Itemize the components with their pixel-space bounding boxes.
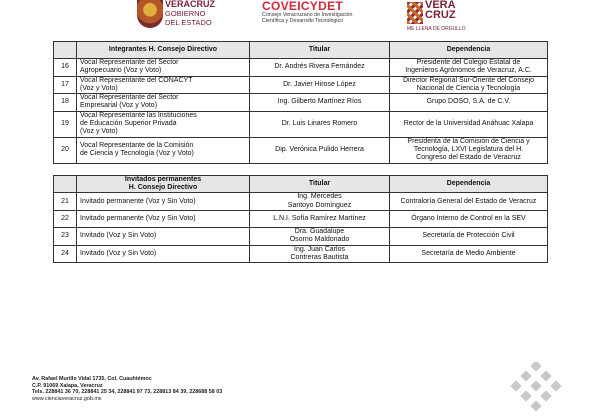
cell-line: Órgano Interno de Control en la SEV (411, 214, 526, 222)
header-dependencia: Dependencia (390, 175, 548, 193)
cell-line: Rector de la Universidad Anáhuac Xalapa (403, 120, 534, 128)
footer-address (32, 376, 222, 402)
coveicydet-sub: Consejo Veracruzano de Investigación (262, 12, 353, 18)
cell-line: Invitado permanente (Voz y Sin Voto) (80, 197, 196, 205)
cell-integrante (77, 94, 250, 112)
cell-line: Dr. Javier Hirose López (283, 80, 356, 88)
table-gap (54, 163, 548, 175)
coveicydet-brand: COVEICYDET (262, 0, 344, 13)
cell-line: Dr. Luis Linares Romero (281, 120, 358, 128)
cell-integrante (77, 210, 250, 227)
header-titular: Titular (250, 42, 390, 59)
header-integrantes: Integrantes H. Consejo Directivo (77, 42, 250, 59)
header-invitados (77, 175, 250, 193)
cell-line: de Educación Superior Privada (80, 120, 177, 128)
gobierno-veracruz-logo (165, 0, 229, 27)
cell-line: Director Regional Sur-Oriente del Consejo (402, 76, 535, 84)
cell-line: Vocal Representante de la Comisión (80, 141, 194, 149)
footer-address-line: C.P. 91069 Xalapa, Veracruz (32, 382, 103, 389)
cell-line: Vocal Representante del Sector (80, 59, 179, 66)
cell-integrante (77, 193, 250, 211)
cell-line: Presidenta de la Comisión de Ciencia y (407, 137, 530, 145)
brand-word-1: VERA (425, 0, 456, 11)
table-row (54, 76, 548, 94)
cell-line: Nacional de Ciencia y Tecnología (416, 84, 521, 92)
gap-cell (54, 163, 548, 175)
brand-tagline: ME LLENA DE ORGULLO (407, 26, 466, 32)
header-num (54, 42, 77, 59)
gov-logo-line: VERACRUZ (165, 0, 216, 9)
cell-line: Secretaría de Protección Civil (422, 232, 515, 240)
table-header-row (54, 175, 548, 193)
cell-line: Contreras Bautista (290, 253, 349, 261)
cell-dependencia (390, 59, 548, 77)
footer-website[interactable]: www.cienciaveracruz.gob.mx (32, 395, 102, 402)
gov-logo-line: GOBIERNO (165, 9, 206, 18)
footer-address-line: Av. Rafael Murillo Vidal 1735, Col. Cuauhtémoc (32, 376, 152, 382)
table-row (54, 227, 548, 245)
cell-line: Dip. Verónica Pulido Herrera (275, 146, 364, 154)
table-row (54, 59, 548, 77)
cell-titular (250, 137, 390, 163)
row-number: 23 (54, 227, 77, 245)
cell-titular (250, 94, 390, 112)
consejo-table (53, 41, 548, 263)
cell-line: (Voz y Voto) (80, 128, 118, 136)
header-dependencia: Dependencia (390, 42, 548, 59)
row-number: 18 (54, 94, 77, 112)
cell-line: Osorno Maldonado (289, 236, 350, 244)
cell-line: Invitado (Voz y Sin Voto) (80, 232, 157, 240)
cell-line: Dra. Guadalupe (294, 227, 345, 235)
cell-line: Empresarial (Voz y Voto) (80, 102, 158, 110)
cell-integrante (77, 111, 250, 137)
row-number: 20 (54, 137, 77, 163)
cell-dependencia (390, 210, 548, 227)
brand-word-2: CRUZ (425, 9, 456, 21)
cell-dependencia (390, 94, 548, 112)
coveicydet-logo (262, 0, 392, 25)
cell-line: Ing. Juan Carlos (294, 245, 345, 253)
cell-dependencia (390, 76, 548, 94)
cell-titular (250, 76, 390, 94)
cell-integrante (77, 227, 250, 245)
cell-line: (Voz y Voto) (80, 84, 118, 92)
cell-line: Santoyo Domínguez (287, 201, 352, 209)
veracruz-pattern-icon (407, 2, 423, 24)
cell-titular (250, 210, 390, 227)
header-line: Invitados permanentes (124, 175, 202, 183)
row-number: 19 (54, 111, 77, 137)
cell-line: Invitado (Voz y Sin Voto) (80, 249, 157, 257)
table-row (54, 137, 548, 163)
cell-line: Dr. Andrés Rivera Fernández (274, 63, 365, 71)
row-number: 24 (54, 245, 77, 263)
coveicydet-sub: Científica y Desarrollo Tecnológico (262, 18, 344, 25)
cell-dependencia (390, 193, 548, 211)
table-row (54, 193, 548, 211)
header-logos (0, 0, 600, 36)
cell-line: Contraloría General del Estado de Veracruz (400, 197, 537, 205)
cell-titular (250, 111, 390, 137)
table-header-row (54, 42, 548, 59)
consejo-table-body (54, 42, 548, 263)
cell-line: Congreso del Estado de Veracruz (416, 154, 521, 162)
cell-line: de Ciencia y Tecnología (Voz y Voto) (80, 150, 194, 158)
cell-line: Tecnología, LXVI Legislatura del H. (413, 146, 524, 154)
veracruz-emblem-icon (510, 362, 562, 417)
header-num (54, 175, 77, 193)
cell-integrante (77, 137, 250, 163)
cell-line: Ing. Mercedes (297, 193, 342, 201)
cell-line: L.N.I. Sofía Ramírez Martínez (273, 214, 366, 222)
header-line: H. Consejo Directivo (128, 184, 198, 192)
veracruz-brand-word (425, 0, 456, 20)
cell-integrante (77, 76, 250, 94)
cell-titular (250, 59, 390, 77)
cell-line: Secretaría de Medio Ambiente (421, 249, 516, 257)
table-row (54, 94, 548, 112)
cell-titular (250, 227, 390, 245)
header-titular: Titular (250, 175, 390, 193)
cell-line: Vocal Representante las Instituciones (80, 111, 197, 119)
table-row (54, 111, 548, 137)
cell-integrante (77, 245, 250, 263)
row-number: 16 (54, 59, 77, 77)
footer-phones: Tels. 228841 36 70, 228841 25 34, 228841 97 73, 228813 84 39, 228688 58 03 (32, 389, 223, 396)
gov-logo-line: DEL ESTADO (165, 18, 212, 27)
cell-dependencia (390, 111, 548, 137)
veracruz-seal-icon (137, 0, 163, 28)
cell-line: Agropecuario (Voz y Voto) (80, 67, 162, 75)
cell-dependencia (390, 227, 548, 245)
table-row (54, 245, 548, 263)
cell-dependencia (390, 137, 548, 163)
cell-line: Grupo DOSO, S.A. de C.V. (426, 98, 511, 106)
cell-line: Vocal Representante del Sector (80, 94, 179, 102)
cell-line: Ingenieros Agrónomos de Veracruz, A.C. (405, 67, 532, 75)
cell-dependencia (390, 245, 548, 263)
row-number: 22 (54, 210, 77, 227)
cell-line: Presidente del Colegio Estatal de (416, 59, 521, 66)
cell-titular (250, 245, 390, 263)
table-row (54, 210, 548, 227)
cell-titular (250, 193, 390, 211)
cell-integrante (77, 59, 250, 77)
cell-line: Invitado permanente (Voz y Sin Voto) (80, 214, 196, 222)
row-number: 17 (54, 76, 77, 94)
cell-line: Vocal Representante del CONACYT (80, 76, 193, 84)
cell-line: Ing. Gilberto Martínez Ríos (277, 98, 362, 106)
row-number: 21 (54, 193, 77, 211)
